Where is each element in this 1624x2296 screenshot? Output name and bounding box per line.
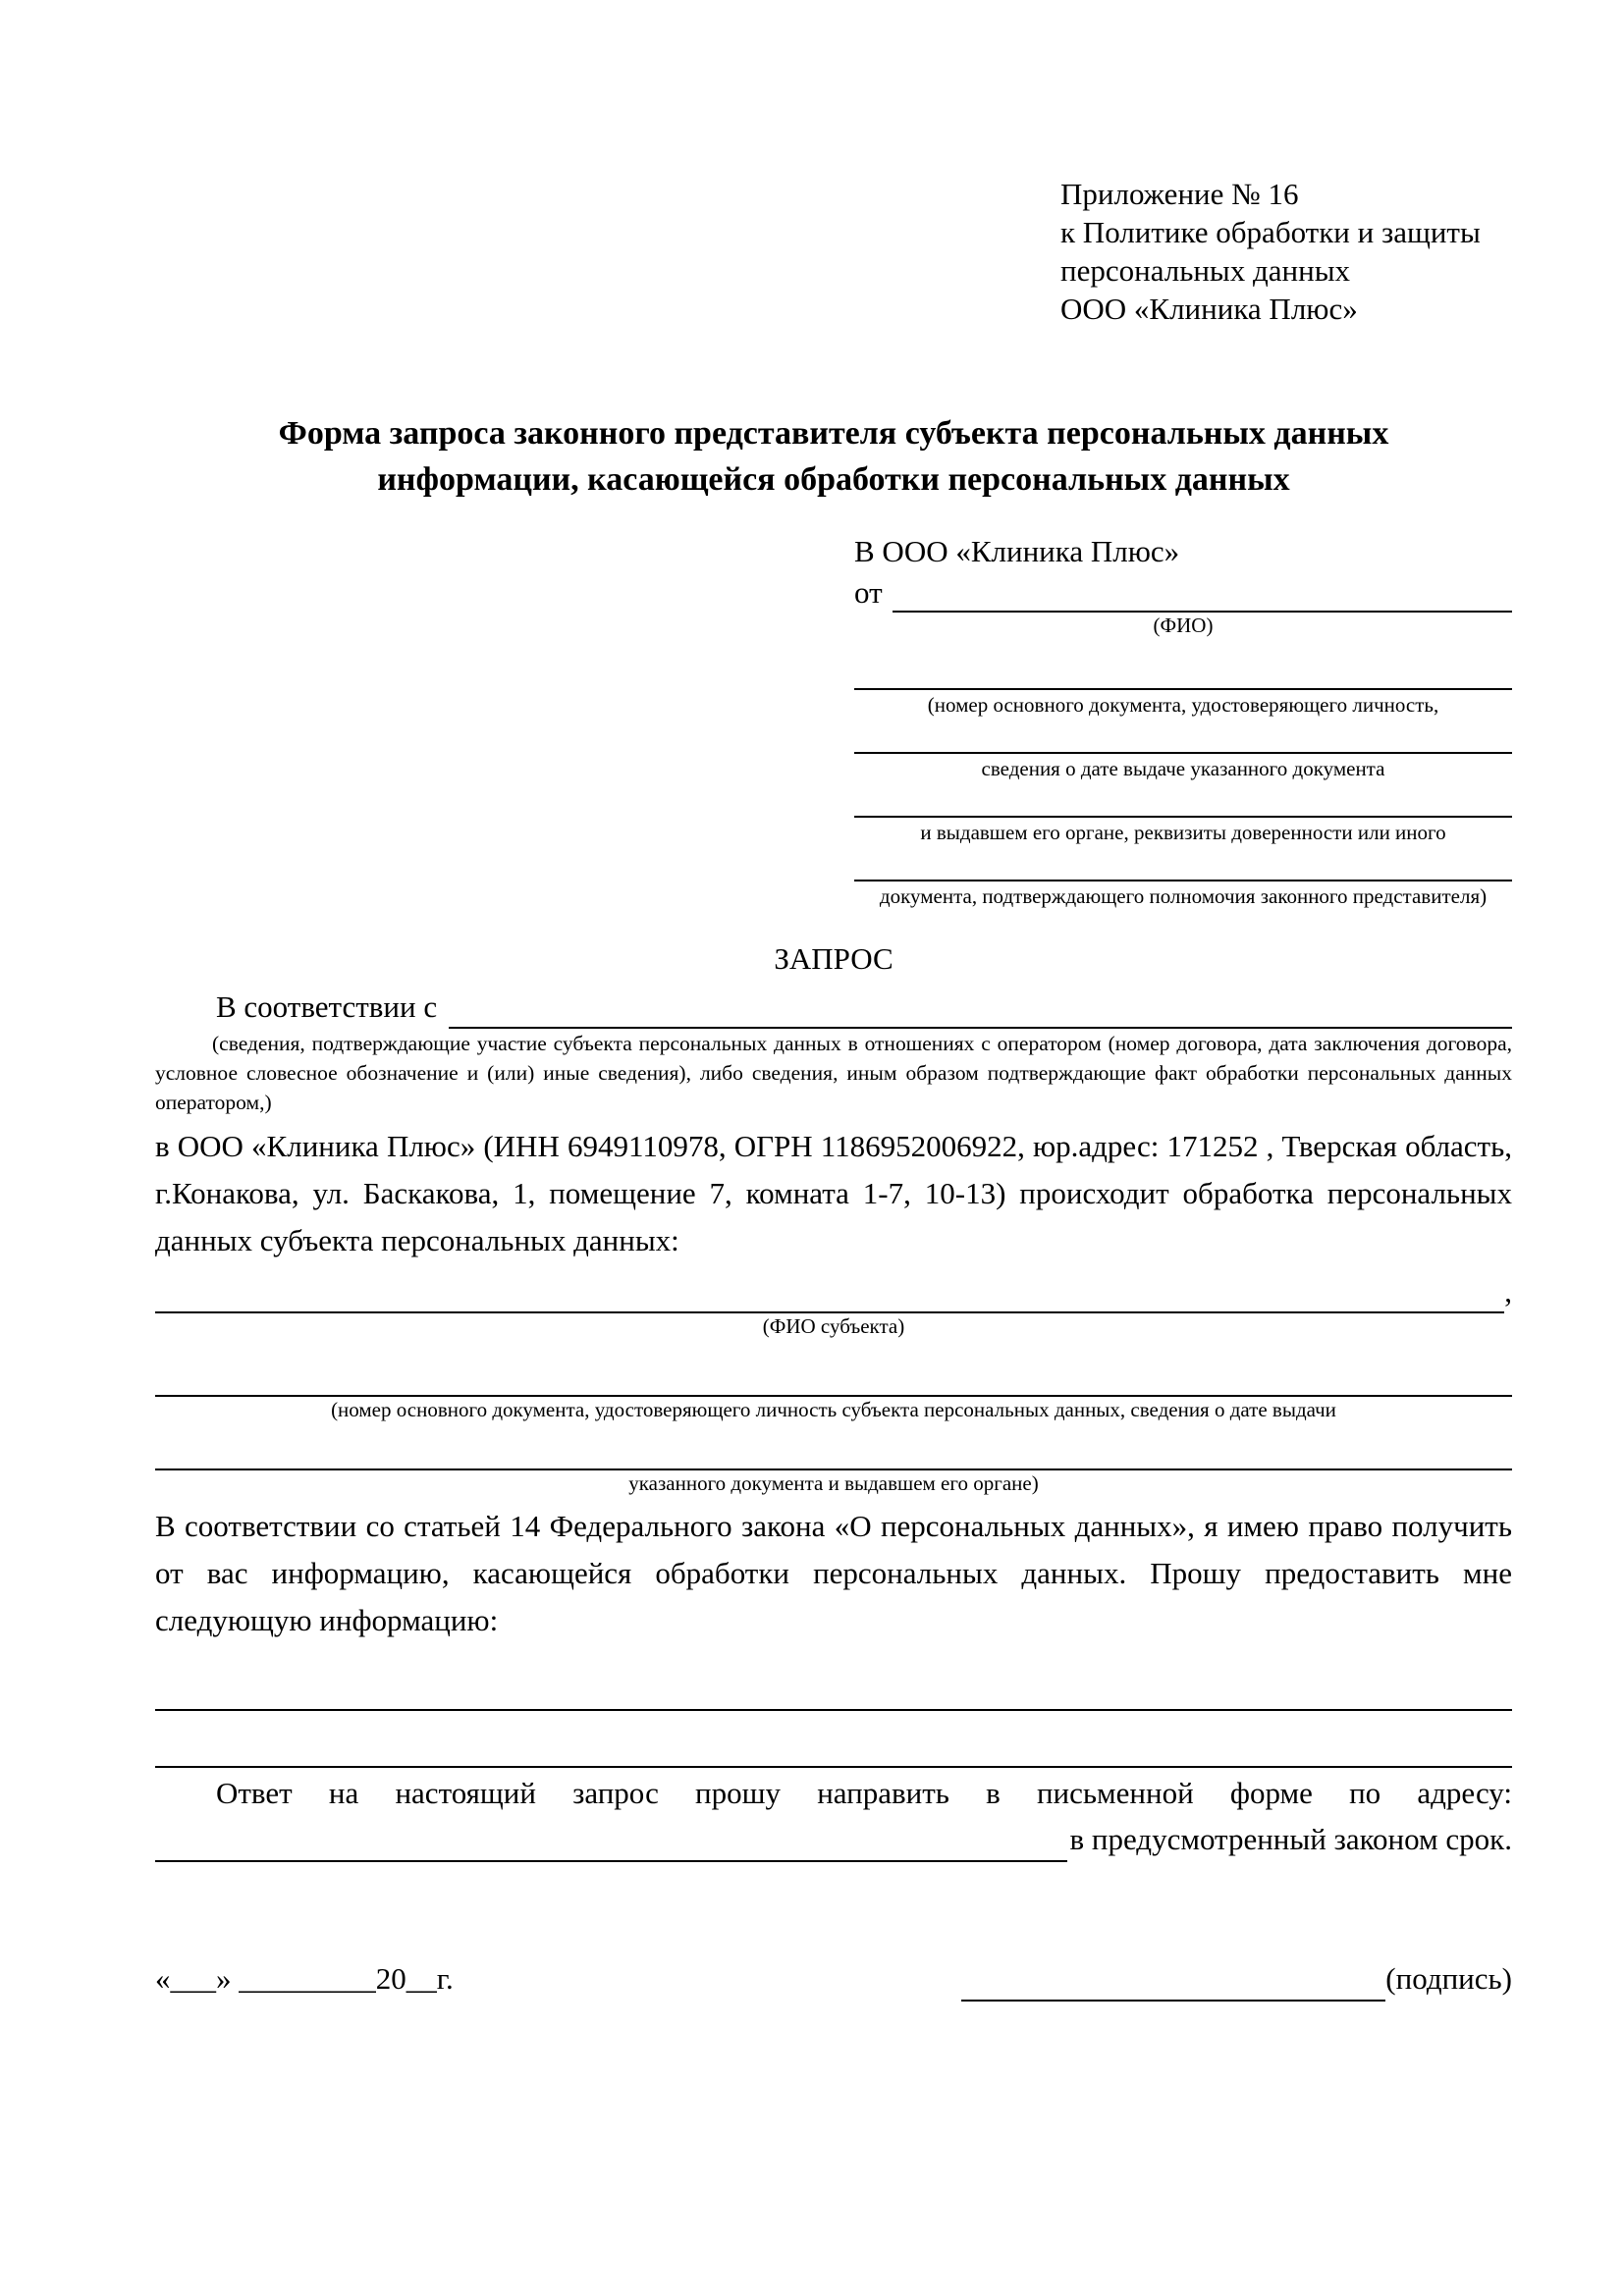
- signature-blank: [961, 1958, 1385, 2002]
- issue-date-caption: сведения о дате выдаче указанного документа: [981, 757, 1385, 780]
- request-heading: ЗАПРОС: [774, 941, 893, 976]
- title-line: Форма запроса законного представителя субъекта персональных данных: [278, 415, 1389, 452]
- signature-caption: (подпись): [1385, 1961, 1512, 1996]
- subject-fio-blank: [155, 1272, 1504, 1313]
- reply-address-row: [155, 1817, 1512, 1862]
- annex-block: [1060, 175, 1512, 328]
- from-label: от: [854, 575, 883, 610]
- subject-doc-caption-1: (номер основного документа, удостоверяющего личность субъекта персональных данных, сведения о дате выдачи: [331, 1398, 1336, 1421]
- authority-doc-field: [854, 846, 1512, 910]
- fio-blank-line: [893, 575, 1512, 613]
- info-blank-2: [155, 1727, 1512, 1768]
- subject-doc-caption-2: указанного документа и выдавшем его органе): [628, 1471, 1039, 1495]
- signature-group: [961, 1956, 1512, 2002]
- accordance-caption: (сведения, подтверждающие участие субъекта персональных данных в отношениях с оператором (номер договора, дата заключения договора, условное словесное обозначение и (или) иные сведения), либо сведения, иным образом подтверждающие факт обработки персональных данных оператором,): [155, 1032, 1512, 1114]
- reply-line: Ответ на настоящий запрос прошу направить в письменной форме по адресу:: [216, 1776, 1512, 1810]
- authority-doc-blank: [854, 846, 1512, 881]
- doc-number-field: [854, 655, 1512, 719]
- accordance-blank-line: [449, 988, 1512, 1029]
- fio-caption: (ФИО): [1153, 614, 1214, 637]
- annex-line: ООО «Клиника Плюс»: [1060, 292, 1358, 326]
- issue-date-blank: [854, 719, 1512, 754]
- issuing-authority-caption: и выдавшем его органе, реквизиты доверенности или иного: [920, 821, 1446, 844]
- annex-line: Приложение № 16: [1060, 177, 1299, 211]
- addressee-block: [854, 530, 1512, 910]
- subject-fio-caption: (ФИО субъекта): [762, 1314, 905, 1338]
- date-line: «___» _________20__г.: [155, 1961, 454, 1996]
- reply-address-blank: [155, 1819, 1067, 1862]
- operator-paragraph: в ООО «Клиника Плюс» (ИНН 6949110978, ОГРН 1186952006922, юр.адрес: 171252 , Тверская область, г.Конакова, ул. Баскакова, 1, помещение 7, комната 1-7, 10-13) происходит обработка персональных данных субъекта персональных данных:: [155, 1129, 1512, 1257]
- reply-tail: в предусмотренный законом срок.: [1069, 1822, 1512, 1856]
- issue-date-field: [854, 719, 1512, 782]
- doc-number-blank: [854, 655, 1512, 690]
- authority-doc-caption: документа, подтверждающего полномочия законного представителя): [879, 884, 1488, 908]
- doc-number-caption: (номер основного документа, удостоверяющего личность,: [927, 693, 1439, 717]
- info-blank-1: [155, 1670, 1512, 1711]
- annex-line: персональных данных: [1060, 253, 1351, 288]
- accordance-label: В соответствии с: [216, 989, 438, 1024]
- title-line: информации, касающейся обработки персональных данных: [377, 461, 1290, 498]
- footer-row: [155, 1956, 1512, 2002]
- subject-fio-comma: ,: [1504, 1274, 1512, 1308]
- subject-fio-row: [155, 1270, 1512, 1313]
- issuing-authority-field: [854, 782, 1512, 846]
- issuing-authority-blank: [854, 782, 1512, 818]
- accordance-row: [155, 986, 1512, 1029]
- law-paragraph: В соответствии со статьей 14 Федерального закона «О персональных данных», я имею право получить от вас информацию, касающейся обработки персональных данных. Прошу предоставить мне следующую информацию:: [155, 1509, 1512, 1637]
- page-title: [155, 410, 1512, 503]
- subject-doc-blank-1: [155, 1356, 1512, 1397]
- annex-line: к Политике обработки и защиты: [1060, 215, 1481, 249]
- document-content: [155, 0, 1512, 2002]
- subject-doc-blank-2: [155, 1429, 1512, 1470]
- addressee-to: В ООО «Клиника Плюс»: [854, 534, 1180, 568]
- from-row: [854, 573, 1512, 613]
